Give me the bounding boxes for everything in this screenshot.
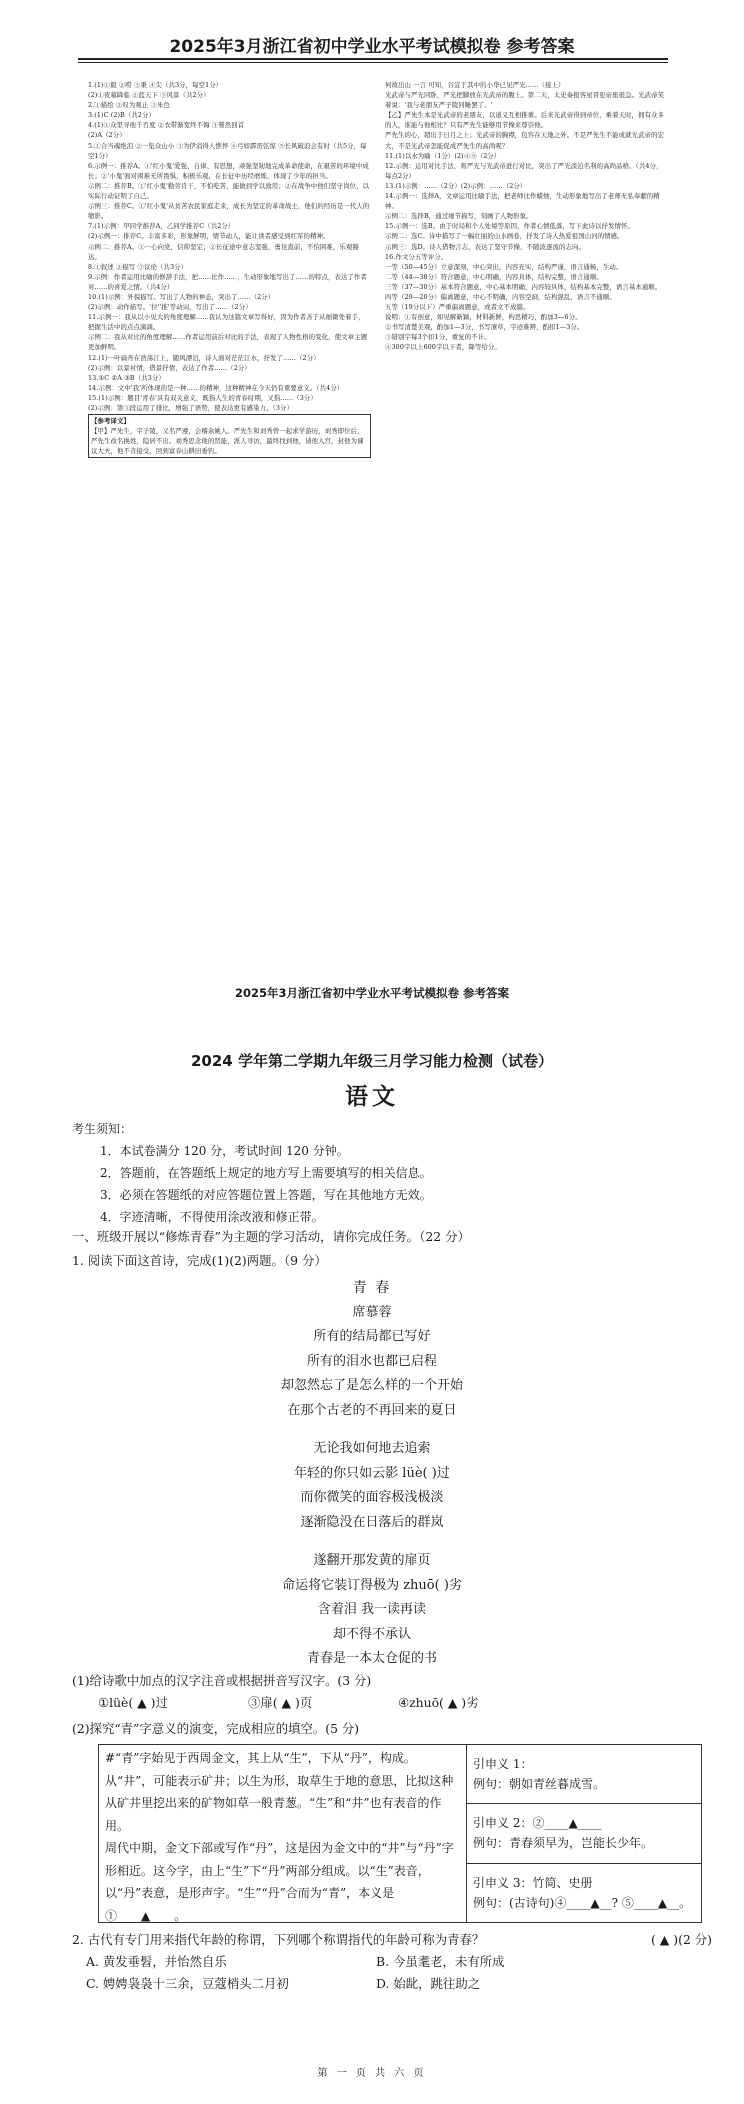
poem-line: 遂翻开那发黄的扉页 [313,1553,431,1568]
poem-line: 青春是一本太仓促的书 [306,1651,437,1666]
answer-line: 7.(1)示例：甲同学推荐A，乙同学推荐C（共2分） [88,222,235,231]
meaning-cell-3 [467,1864,701,1922]
meaning-label: 引申义 1： [473,1757,533,1772]
answer-line: 三等（37—30分）基本符合题意，中心基本明确，内容较具体，结构基本完整，语言基本通顺。 [385,282,662,291]
note-2: 2．答题前，在答题纸上规定的地方写上需要填写的相关信息。 [100,1166,432,1180]
answer-line: (2)示例：以景衬情，借景抒情，表达了作者……（2分） [88,363,251,372]
answer-key-footer: 2025年3月浙江省初中学业水平考试模拟卷 参考答案 [234,986,509,1000]
answer-line: 10.(1)示例：外貌描写。写出了人物的神态，突出了……（2分） [88,292,275,301]
answer-line: 15.示例一：选B。由于时局和个人处境等原因，作者心情低落，写下此诗以抒发情怀。 [385,222,634,231]
poem-line: 却不得不承认 [332,1626,411,1642]
answer-line: 16.作文分五等评分。 [385,252,448,261]
answer-line: 示例三：推荐C。①'红小鬼'从贫苦农民家庭走来，成长为坚定的革命战士，他们的经历是一代人的缩影。 [88,202,370,221]
meaning-cell-1 [467,1745,701,1804]
answer-line: 12.示例：运用对比手法，将严光与光武帝进行对比，突出了严光淡泊名利的高尚品格。（共4分，每点2分） [385,161,663,180]
evolution-table [98,1744,702,1923]
pinyin-blank[interactable]: ①lüè( ▲ )过 [98,1695,168,1710]
explanation-para: #“青”字始见于西周金文，其上从“生”，下从“丹”，构成。从“井”，可能表示矿井；以生为形，取草生于地的意思，比拟这种从矿井里挖出来的矿物如草一般青葱。“生”和“井”也有表音的作用。 [105,1751,454,1833]
left-lines [88,80,371,413]
meaning-cell-2 [467,1804,701,1863]
note-4: 4．字迹清晰，不得使用涂改液和修正带。 [100,1210,324,1224]
answer-line: 示例二：我从对比的角度理解……作者运用前后对比的手法，表现了人物性格的变化，使文章主题更加鲜明。 [88,333,368,352]
sub-question-1 [72,1670,712,1714]
answer-line: 3.(1)C (2)B（共2分） [88,111,156,120]
answer-line: 严先生的心，超出于日月之上；光武帝的胸襟，包容在天地之外。不是严先生不能成就光武帝的宏大，不是光武帝怎能促成严先生的高尚呢？ [385,131,665,150]
option-a[interactable]: A. 黄发垂髫，并怡然自乐 [86,1954,227,1969]
stanza-gap [0,1535,744,1549]
answer-columns [88,80,668,960]
answer-line: 13.(1)示例：……（2分）(2)示例：……（2分） [385,181,527,190]
pinyin-blank[interactable]: ③扉( ▲ )页 [248,1695,313,1710]
title-rule [78,58,668,60]
option-c[interactable]: C. 娉娉袅袅十三余，豆蔻梢头二月初 [86,1976,289,1991]
poem-line: 所有的结局都已写好 [313,1329,431,1344]
poem-line: 逐渐隐没在日落后的群岚 [300,1514,444,1530]
translation-box [88,414,371,458]
answer-line: 2.①描绘 ②叹为观止 ③朱色 [88,101,170,110]
answer-key-title: 2025年3月浙江省初中学业水平考试模拟卷 参考答案 [169,37,575,57]
answer-line: 4.(1)①众里寻他千百度 ②衣带渐宽终不悔 ③蓦然回首 [88,121,245,130]
notes-header: 考生须知： [72,1122,133,1136]
note-1: 1．本试卷满分 120 分，考试时间 120 分钟。 [100,1144,349,1158]
pinyin-blank[interactable]: ④zhuō( ▲ )劣 [398,1695,479,1710]
answer-line: 15.(1)示例：题目'青春'具有双关意义，既指人生的青春时期，又指……（3分） [88,393,317,402]
answer-line: 示例二：选择B，通过细节描写，刻画了人物形象。 [385,212,533,221]
meaning-example[interactable]: 例句：(古诗句)④____▲__? ⑤____▲__。 [473,1895,692,1910]
answer-line: 一等（50—45分）立意深刻，中心突出，内容充实，结构严谨，语言通畅，生动。 [385,262,623,271]
answer-line: 5.①合当魂绝泪 ②一览众山小 ③为伊消得人憔悴 ④弓如霹雳弦惊 ⑤长风破浪会有时（共5分，每空1分） [88,141,367,160]
answer-line: (2)示例：动作描写。'拉''推'等动词，写出了……（2分） [88,303,252,312]
answer-line: 12.(1)一叶扁舟在浩荡江上，随风漂泊，诗人面对茫茫江水，抒发了……（2分） [88,353,320,362]
answer-line: 14.示例一：选择A，文章运用比喻手法，把老师比作蜡烛，生动形象地写出了老师无私奉献的精神。 [385,192,660,211]
answer-line: 示例二：推荐B。①'红小鬼'勤劳肯干，不怕吃苦，能做到学以致用；②在战争中他们坚守岗位，以实际行动证明了自己。 [88,181,370,201]
answer-line: ③错别字每3个扣1分，重复的不计。 [385,333,491,342]
table-explanation [99,1745,467,1922]
poem-line: 所有的泪水也都已启程 [306,1353,437,1369]
answer-left-column [88,80,371,960]
answer-line: 8.①叙述 ②描写 ③议论（共3分） [88,262,188,271]
answer-line: 1.(1)①毅 ②唠 ③秉 ④尖（共3分，每空1分） [88,81,223,89]
poem-line: 无论我如何地去追索 [313,1441,431,1456]
answer-line: 五等（19分以下）严重偏离题意，或者文不成篇。 [385,303,530,312]
poem-line: 命运将它装订得极为 zhuō( )劣 [282,1577,462,1593]
answer-line: (2)示例一：推荐C。丰富多彩，形象鲜明，情节动人，能让读者感受到红军的精神。 [88,232,330,241]
translation-title: 【参考译文】 [91,417,130,426]
question-2-stem: 2. 古代有专门用来指代年龄的称谓，下列哪个称谓指代的年龄可称为青春？ [72,1932,485,1947]
answer-line: 四等（29—20分）偏离题意，中心不明确，内容空洞，结构混乱，语言不通顺。 [385,292,616,301]
answer-line: 说明：①有创意，如见解新颖，材料新鲜，构思精巧，酌加3—6分。 [385,313,582,322]
candidate-notes [72,1118,692,1228]
answer-line: 9.示例：作者运用比喻的修辞手法，把……比作……，生动形象地写出了……的特点，表达了作者对……的喜爱之情。（共4分） [88,272,367,291]
section-1-heading: 一、班级开展以“修炼青春”为主题的学习活动，请你完成任务。（22 分） [72,1229,470,1244]
translation-text: 【甲】严先生，字子陵，又名严遵，会稽余姚人。严先生和刘秀曾一起求学游历，刘秀即位后，严先生改名换姓，隐居不出。刘秀思念他的贤能，派人寻访，最终找到他，请他入宫，封他为谏议大夫，他不肯接受，回到富春山耕田垂钓。 [91,427,364,456]
answer-line: ②书写清楚美观，酌加1—3分，书写潦草，字迹难辨，酌扣1—3分。 [385,323,584,332]
poem-author: 席慕蓉 [352,1304,392,1320]
poem-title: 青 春 [352,1280,392,1296]
question-2-answer-slot[interactable]: ( ▲ )(2 分) [651,1932,712,1947]
exam-title: 2024 学年第二学期九年级三月学习能力检测（试卷） [191,1052,553,1070]
answer-line: 示例二：推荐A。①一心向党，信仰坚定；②长征途中意志坚强，勇往直前，不怕困难，乐观豁达。 [88,242,359,261]
meaning-example: 例句：朝如青丝暮成雪。 [473,1777,606,1792]
meaning-label: 引申义 3：竹简、史册 [473,1875,593,1890]
poem-line: 在那个古老的不再回来的夏日 [287,1402,457,1418]
meaning-example: 例句：青春须早为，岂能长少年。 [473,1836,654,1851]
title-rule-thin [78,62,668,63]
poem-line: 而你微笑的面容极浅极淡 [300,1490,444,1505]
answer-line: 示例二：选C。诗中描写了一幅壮丽的山水画卷，抒发了诗人热爱祖国山河的情感。 [385,232,624,241]
poem-line: 却忽然忘了是怎么样的一个开始 [280,1378,463,1393]
answer-line: 何故出山 一言 可知，谷宜于其中的小华已见严光……（接上） [385,81,565,89]
question-2-options [72,1951,712,1995]
poem-line: 年轻的你只如云影 lüè( )过 [294,1465,450,1481]
answer-right-column [385,80,668,960]
question-1-stem: 1. 阅读下面这首诗，完成(1)(2)两题。（9 分） [72,1253,327,1268]
sub-question-1-stem: (1)给诗歌中加点的汉字注音或根据拼音写汉字。(3 分) [72,1673,372,1688]
poem [0,1276,744,1672]
answer-line: (2)示例：第③段运用了排比，增强了语势，使表达更有感染力。（3分） [88,404,294,412]
right-lines [385,80,668,353]
answer-line: 11.示例一：我从以小见大的角度理解……我认为这篇文章写得好，因为作者善于从细微处着手，把握生活中的点点滴滴。 [88,313,365,332]
answer-line: 二等（44—38分）符合题意，中心明确，内容具体，结构完整，语言通顺。 [385,272,603,281]
exam-subject: 语文 [345,1084,399,1110]
poem-line: 含着泪 我一读再读 [317,1602,427,1617]
answer-line: (2)A（2分） [88,131,126,140]
answer-line: 14.示例：文中'我'所体现的是一种……的精神，这种精神在今天仍有重要意义。（共4分） [88,383,344,392]
answer-line: 示例三：选D。诗人借物言志，表达了坚守节操、不随波逐流的志向。 [385,242,585,251]
sub-question-2-stem: (2)探究“青”字意义的演变，完成相应的填空。(5 分) [72,1721,360,1736]
answer-line: ④300字以上600字以下者，降等给分。 [385,343,501,352]
answer-line: 13.①C ②A ③B（共3分） [88,373,165,382]
answer-line: 6.示例一：推荐A。①'红小鬼'爱强、自律、有思想，顽强坚韧地完成革命使命，在艰苦的环境中成长；②'小鬼'面对困难无所畏惧，积极乐观，在长征中历经磨炼，体现了少年的担当。 [88,161,369,180]
meaning-label[interactable]: 引申义 2：②____▲____ [473,1816,602,1831]
pinyin-answers [72,1692,712,1714]
option-d[interactable]: D. 始龀，跳往助之 [376,1976,481,1991]
answer-line: (2)①夜幕降临 ②蓝天下 ③风景（共2分） [88,91,210,100]
answer-line: 11.(1)以水为喻（1分）(2)④⑤（2分） [385,151,501,160]
page-footer: 第 一 页 共 六 页 [317,2068,427,2079]
explanation-para: 周代中期，金文下部或写作“丹”，这是因为金文中的“井”与“丹”字形相近。这今字，由上“生”下“丹”两部分组成。以“生”表音，以“丹”表意，是形声字。“生”“丹”合而为“青”，本义是 ①____▲____。 [105,1841,454,1923]
answer-line: 【乙】严先生本是光武帝的老朋友，以道义互相推重。后来光武帝得到帝位，乘着天时，拥有众多的人，谁能与他相比？只有严先生能够用节操来尊崇他。 [385,111,665,130]
stanza-gap [0,1423,744,1437]
answer-line: 光武帝与严光同卧，严光把脚放在光武帝的腹上。第二天，太史奏报客星冒犯帝座很急。光武帝笑着说：'我与老朋友严子陵同睡罢了。' [385,91,665,110]
question-2 [72,1929,712,1995]
option-b[interactable]: B. 今虽耄老，未有所成 [376,1954,505,1969]
note-3: 3．必须在答题纸的对应答题位置上答题，写在其他地方无效。 [100,1188,432,1202]
table-meanings [467,1745,701,1922]
